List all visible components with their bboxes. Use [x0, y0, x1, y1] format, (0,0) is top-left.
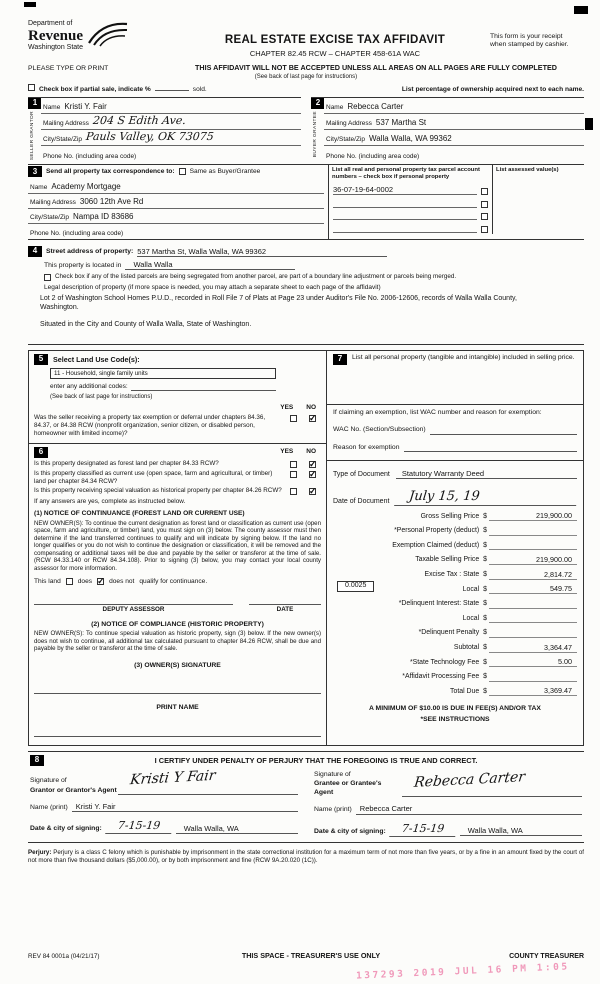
qualify-label: qualify for continuance.: [139, 577, 208, 585]
reason-label: Reason for exemption: [333, 443, 400, 451]
notice-continuance-title: (1) NOTICE OF CONTINUANCE (FOREST LAND OR CURRENT USE): [34, 510, 245, 518]
grantor-name-label: Name (print): [30, 803, 68, 811]
seller-phone-label: Phone No. (including area code): [43, 152, 137, 160]
grantee-name-value[interactable]: Rebecca Carter: [356, 804, 582, 814]
fee-label: *Affidavit Processing Fee: [402, 673, 480, 681]
land-use-header: [34, 354, 321, 365]
historic-yes-checkbox[interactable]: [290, 488, 297, 495]
land-use-see-back: (See back of last page for instructions): [50, 394, 153, 401]
exemption-no-checkbox[interactable]: [309, 415, 316, 422]
yes-label: YES: [280, 448, 294, 456]
bottom-spacer: [28, 866, 584, 952]
fee-value[interactable]: 219,900.00: [489, 555, 577, 565]
form-revision-number: REV 84 0001a (04/21/17): [28, 953, 100, 961]
grantor-name-row: [30, 802, 298, 812]
fee-row-state-technology-fee: [333, 653, 577, 668]
buyer-rail: [311, 98, 324, 162]
personal-property-checkbox[interactable]: [481, 201, 488, 208]
buyer-name-row: [324, 98, 584, 114]
correspondence-citystatezip-value[interactable]: Nampa ID 83686: [73, 211, 134, 221]
deputy-assessor-row: [34, 604, 321, 614]
reason-field[interactable]: [404, 451, 578, 452]
current-use-yes-checkbox[interactable]: [290, 471, 297, 478]
grantor-city-value[interactable]: Walla Walla, WA: [176, 824, 298, 834]
fee-row-delinquent-penalty: [333, 623, 577, 638]
parcel-row: [329, 196, 584, 209]
certification-header: [30, 755, 582, 766]
dept-of-label: Department of: [28, 20, 73, 27]
fee-row-delinquent-interest-state: [333, 594, 577, 609]
current-use-no-checkbox[interactable]: [309, 471, 316, 478]
grantor-date-label: Date & city of signing:: [30, 825, 102, 833]
buyer-address-row: [324, 114, 584, 130]
doc-type-value[interactable]: Statutory Warranty Deed: [396, 469, 577, 479]
section-5-number: 5: [34, 354, 48, 365]
print-name-line[interactable]: [34, 717, 321, 737]
section-4-number: 4: [28, 246, 42, 257]
segregated-label: Check box if any of the listed parcels are being segregated from another parcel, are part of a boundary line adjustment or parcels being merged.: [55, 273, 457, 281]
grantor-column: [30, 767, 298, 837]
fee-value[interactable]: 2,814.72: [489, 570, 577, 580]
land-use-section: [29, 351, 326, 444]
dollar-sign: $: [483, 585, 487, 593]
fee-value[interactable]: 3,369.47: [489, 686, 577, 696]
seller-rail: [28, 98, 41, 162]
buyer-address-label: Mailing Address: [326, 119, 372, 127]
owners-signature-title: (3) OWNER(S) SIGNATURE: [134, 661, 221, 669]
fee-row-subtotal: [333, 638, 577, 653]
doc-type-row: [333, 469, 577, 479]
fee-row-taxable: [333, 550, 577, 565]
buyer-citystatezip-label: City/State/Zip: [326, 135, 366, 143]
parcel-number-field[interactable]: [333, 232, 477, 233]
does-label: does: [77, 577, 93, 585]
current-use-question: Is this property classified as current use (open space, farm and agricultural, or timber) land per chapter 84.34 RCW?: [34, 469, 273, 485]
wac-row: [333, 426, 577, 434]
continuance-qualify-row: [34, 578, 321, 586]
grantee-date-value[interactable]: 7-15-19: [389, 822, 457, 837]
local-rate-box[interactable]: 0.0025: [337, 581, 374, 592]
footer-row: [28, 951, 584, 962]
deputy-assessor-label: DEPUTY ASSESSOR: [34, 604, 233, 614]
fee-row-delinquent-interest-local: [333, 609, 577, 624]
fee-value[interactable]: 549.75: [489, 584, 577, 594]
buyer-phone-row: [324, 146, 584, 162]
if-yes-note: If any answers are yes, complete as instructed below.: [34, 498, 186, 506]
dollar-sign: $: [483, 541, 487, 549]
buyer-name-label: Name: [326, 103, 344, 111]
deputy-date-label: DATE: [249, 604, 321, 614]
grantor-signature-label: Signature of Grantor or Grantor's Agent: [30, 777, 117, 794]
forest-question-row: [34, 460, 321, 468]
yes-no-header-6: [280, 448, 321, 456]
buyer-citystatezip-row: [324, 130, 584, 146]
sold-label: sold.: [192, 85, 207, 93]
assessed-value-cell[interactable]: [492, 196, 584, 209]
reason-row: [333, 444, 577, 452]
correspondence-name-label: Name: [30, 183, 48, 191]
seller-citystatezip-label: City/State/Zip: [43, 135, 83, 143]
partial-sale-percent-field[interactable]: [155, 90, 189, 91]
treasurer-use-only-label: THIS SPACE - TREASURER'S USE ONLY: [241, 951, 381, 961]
street-address-row: [28, 246, 584, 257]
classification-header: [34, 447, 321, 458]
see-back-note: (See back of last page for instructions): [254, 74, 358, 81]
seller-name-row: [41, 98, 301, 114]
seller-address-row: [41, 114, 301, 130]
located-in-row: [44, 260, 584, 270]
assessed-value-cell[interactable]: [492, 209, 584, 222]
does-not-checkbox[interactable]: [97, 578, 104, 585]
middle-columns: [28, 350, 584, 746]
partial-sale-row: [28, 84, 584, 94]
fee-label: *Delinquent Penalty: [418, 629, 480, 637]
correspondence-address-label: Mailing Address: [30, 198, 76, 206]
fee-value[interactable]: 219,900.00: [489, 511, 577, 521]
personal-property-checkbox[interactable]: [481, 213, 488, 220]
fee-row-affidavit-processing-fee: [333, 667, 577, 682]
seller-phone-row: [41, 146, 301, 162]
print-name-label: PRINT NAME: [156, 704, 199, 712]
grantee-column: [314, 770, 582, 837]
perjury-text: Perjury is a class C felony which is punishable by imprisonment in the state correctional institution for a maximum term of not more than five years, or by a fine in an amount fixed by the court of not more than five thousand dollars ($5,000.00), or by both imprisonment and fine (RCW 9A.20.020 (1C)).: [28, 849, 584, 865]
correspondence-name-row: [28, 179, 324, 194]
cashier-date-stamp: 137293 2019 JUL 16 PM 1:05: [356, 961, 571, 982]
fee-label: Exemption Claimed (deduct): [392, 541, 480, 549]
chapter-subtitle: CHAPTER 82.45 RCW – CHAPTER 458-61A WAC: [249, 49, 421, 59]
perjury-paragraph: [28, 849, 584, 865]
correspondence-phone-label: Phone No. (including area code): [30, 229, 124, 237]
partial-sale-checkbox[interactable]: [28, 84, 35, 91]
dollar-sign: $: [483, 687, 487, 695]
dollar-sign: $: [483, 673, 487, 681]
dollar-sign: $: [483, 556, 487, 564]
wac-field[interactable]: [430, 434, 577, 435]
located-in-label: This property is located in: [44, 261, 122, 269]
ownership-note: List percentage of ownership acquired next to each name.: [401, 85, 584, 93]
fee-row-gross: [333, 507, 577, 522]
form-title: REAL ESTATE EXCISE TAX AFFIDAVIT: [224, 34, 446, 46]
correspondence-citystatezip-row: [28, 209, 324, 224]
left-column: [29, 351, 327, 745]
street-address-label: Street address of property:: [46, 248, 134, 256]
owner-signature-line[interactable]: [34, 674, 321, 694]
historic-question-row: [34, 487, 321, 495]
seller-citystatezip-row: [41, 130, 301, 146]
buyer-address-value[interactable]: 537 Martha St: [375, 117, 427, 127]
forest-no-checkbox[interactable]: [309, 461, 316, 468]
no-label: NO: [306, 403, 316, 411]
property-section: [28, 240, 584, 345]
correspondence-section: [28, 164, 584, 240]
fee-row-total-due: [333, 682, 577, 697]
parcel-row: [329, 184, 584, 197]
fee-label: Subtotal: [453, 643, 480, 651]
grantee-city-value[interactable]: Walla Walla, WA: [460, 826, 582, 836]
does-not-label: does not: [109, 577, 135, 585]
personal-property-blank[interactable]: [333, 365, 577, 401]
parcel-row: [329, 209, 584, 222]
same-as-buyer-checkbox[interactable]: [179, 168, 186, 175]
legal-description-label-row: [44, 284, 584, 292]
grantee-signature-label: Signature of Grantee or Grantee's Agent: [314, 770, 382, 797]
additional-codes-label: enter any additional codes:: [50, 383, 128, 391]
notice-continuance-body: NEW OWNER(S): To continue the current designation as forest land or classification as current use (open space, farm and agriculture, or timber) land, you must sign on (3) below. The county assessor must then determine if the land transferred continues to qualify and will indicate by signing below. If the land no longer qualifies or you do not wish to continue the designation or classification, it will be removed and the compensating or additional taxes will be due and payable by the seller or transferor at the time of sale. (RCW 84.33.140 or RCW 84.34.108). Prior to signing (3) below, you may contact your local county assessor for more information.: [34, 519, 321, 572]
type-or-print-label: PLEASE TYPE OR PRINT: [28, 64, 109, 72]
notice-compliance-title: (2) NOTICE OF COMPLIANCE (HISTORIC PROPERTY): [91, 620, 264, 628]
send-correspondence-label: Send all property tax correspondence to:: [46, 167, 175, 175]
dollar-sign: $: [483, 600, 487, 608]
parcel-panel: [328, 165, 584, 239]
section-2-number: 2: [311, 98, 324, 109]
fee-label: Local: [462, 585, 480, 593]
grantor-name-value[interactable]: Kristi Y. Fair: [72, 802, 298, 812]
grantee-signature-value: Rebecca Carter: [413, 769, 526, 792]
same-as-buyer-label: Same as Buyer/Grantee: [189, 167, 261, 175]
exemption-question-row: [34, 414, 321, 438]
buyer-citystatezip-value[interactable]: Walla Walla, WA 99362: [369, 133, 452, 143]
fee-row-personal-deduct: [333, 521, 577, 536]
doc-date-label: Date of Document: [333, 497, 390, 505]
fee-value[interactable]: 3,364.47: [489, 643, 577, 653]
land-use-title: Select Land Use Code(s):: [53, 354, 140, 364]
grantor-signature-field[interactable]: [118, 767, 298, 795]
section-1-number: 1: [28, 98, 41, 109]
certification-columns: [30, 767, 582, 837]
buyer-grantee-side-label: BUYER GRANTEE: [313, 110, 318, 158]
legal-description-text[interactable]: Lot 2 of Washington School Homes P.U.D., recorded in Roll File 7 of Plats at Page 23 under Auditor's File No. 2006-12606, records of Walla Walla County, Washington.: [40, 295, 517, 312]
personal-property-header: [333, 354, 577, 365]
divider: [327, 460, 583, 461]
grantor-signature-value: Kristi Y Fair: [129, 767, 217, 789]
seller-section: [28, 97, 301, 162]
excise-section: [327, 351, 583, 745]
correspondence-left: [28, 165, 328, 239]
fee-label: Gross Selling Price: [420, 512, 480, 520]
fee-label: *Delinquent Interest: State: [398, 600, 480, 608]
dollar-sign: $: [483, 629, 487, 637]
buyer-name-value[interactable]: Rebecca Carter: [347, 101, 404, 111]
personal-property-checkbox[interactable]: [481, 226, 488, 233]
dollar-sign: $: [483, 658, 487, 666]
legal-description-label: Legal description of property (if more space is needed, you may attach a separate sheet to each page of the affidavit): [44, 284, 381, 292]
fee-value[interactable]: 5.00: [489, 657, 577, 667]
seller-grantor-side-label: SELLER GRANTOR: [30, 110, 35, 161]
section-3-number: 3: [28, 166, 42, 177]
fee-row-exemption-deduct: [333, 536, 577, 551]
county-treasurer-label: COUNTY TREASURER: [509, 953, 584, 961]
seller-name-label: Name: [43, 103, 61, 111]
revenue-swoosh-icon: [87, 20, 129, 53]
additional-codes-field[interactable]: [131, 390, 276, 391]
correspondence-citystatezip-label: City/State/Zip: [30, 213, 70, 221]
minimum-due-note: [333, 704, 577, 724]
street-address-value[interactable]: 537 Martha St, Walla Walla, WA 99362: [137, 247, 387, 257]
dor-logo: [28, 20, 180, 53]
dollar-sign: $: [483, 571, 487, 578]
dollar-sign: $: [483, 643, 487, 651]
historic-question: Is this property receiving special valuation as historical property per chapter 84.26 RCW?: [34, 487, 282, 495]
doc-date-row: [333, 489, 577, 506]
exemption-yes-checkbox[interactable]: [290, 415, 297, 422]
fee-label: *State Technology Fee: [409, 658, 480, 666]
seller-address-label: Mailing Address: [43, 119, 89, 127]
located-in-value[interactable]: Walla Walla: [125, 260, 295, 270]
seller-fields: [41, 98, 301, 162]
buyer-phone-label: Phone No. (including area code): [326, 152, 420, 160]
receipt-note: [490, 20, 584, 50]
fee-row-excise-local: [333, 580, 577, 595]
forest-question: Is this property designated as forest land per chapter 84.33 RCW?: [34, 459, 219, 467]
fee-row-excise-state: [333, 565, 577, 580]
grantee-name-row: [314, 804, 582, 814]
additional-codes-row: [50, 383, 276, 391]
registration-mark: [24, 2, 36, 7]
parcel-number-field[interactable]: [333, 219, 477, 220]
form-header: [28, 20, 584, 59]
certification-section: [28, 751, 584, 844]
does-checkbox[interactable]: [66, 578, 73, 585]
correspondence-phone-row: [28, 224, 324, 239]
correspondence-header: [28, 165, 324, 179]
segregated-checkbox[interactable]: [44, 274, 51, 281]
fee-label: Taxable Selling Price: [415, 556, 480, 564]
partial-sale-label: Check box if partial sale, indicate %: [39, 85, 151, 93]
parcel-numbers-header: List all real and personal property tax parcel account numbers – check box if personal property: [332, 166, 480, 181]
forest-yes-checkbox[interactable]: [290, 461, 297, 468]
receipt-note-line1: This form is your receipt: [490, 33, 563, 40]
buyer-fields: [324, 98, 584, 162]
not-accepted-warning: THIS AFFIDAVIT WILL NOT BE ACCEPTED UNLESS ALL AREAS ON ALL PAGES ARE FULLY COMPLETED: [195, 62, 557, 72]
certify-statement: I CERTIFY UNDER PENALTY OF PERJURY THAT THE FOREGOING IS TRUE AND CORRECT.: [154, 755, 478, 765]
grantee-date-label: Date & city of signing:: [314, 827, 386, 835]
personal-property-label: List all personal property (tangible and intangible) included in selling price.: [352, 353, 575, 361]
buyer-section: [311, 97, 584, 162]
this-land-label: This land: [34, 577, 61, 585]
see-instructions-line: *SEE INSTRUCTIONS: [420, 715, 490, 723]
assessed-values-header: List assessed value(s): [492, 165, 584, 184]
legal-description-text-2[interactable]: Situated in the City and County of Walla Walla, State of Washington.: [40, 320, 252, 328]
exemption-header: If claiming an exemption, list WAC number and reason for exemption:: [333, 408, 542, 416]
doc-type-label: Type of Document: [333, 470, 390, 478]
assessed-value-cell[interactable]: [492, 221, 584, 234]
dollar-sign: $: [483, 527, 487, 535]
registration-mark: [574, 6, 588, 14]
correspondence-address-row: [28, 194, 324, 209]
yes-no-header-5: [34, 404, 321, 412]
wac-label: WAC No. (Section/Subsection): [333, 426, 426, 434]
receipt-note-line2: when stamped by cashier.: [490, 41, 569, 49]
registration-mark: [585, 118, 593, 130]
yes-label: YES: [280, 403, 294, 411]
revenue-label: Revenue: [28, 27, 83, 44]
doc-date-value[interactable]: July 15, 19: [395, 489, 578, 506]
no-label: NO: [306, 448, 316, 456]
seller-name-value[interactable]: Kristi Y. Fair: [64, 101, 107, 111]
section-8-number: 8: [30, 755, 44, 766]
dollar-sign: $: [483, 512, 487, 520]
washington-state-label: Washington State: [28, 43, 83, 51]
exemption-question: Was the seller receiving a property tax exemption or deferral under chapters 84.36, 84.37, or 84.38 RCW (nonprofit organization, senior citizen, or disabled person, homeowner with limited income)?: [34, 414, 266, 437]
fee-label: *Personal Property (deduct): [394, 527, 480, 535]
land-use-code-value[interactable]: 11 - Household, single family units: [50, 368, 276, 380]
current-use-question-row: [34, 470, 321, 486]
historic-no-checkbox[interactable]: [309, 488, 316, 495]
segregated-row: [44, 273, 584, 281]
classification-section: [29, 444, 326, 745]
section-7-number: 7: [333, 354, 347, 365]
assessed-value-cell[interactable]: [492, 184, 584, 197]
parcel-number-field[interactable]: [333, 207, 477, 208]
dor-logo-text: [28, 20, 83, 53]
parcel-panel-headers: [329, 165, 584, 184]
parties-row: [28, 97, 584, 162]
fee-label: Total Due: [450, 687, 480, 695]
minimum-due-line: A MINIMUM OF $10.00 IS DUE IN FEE(S) AND/OR TAX: [369, 705, 541, 713]
seller-citystatezip-value[interactable]: Pauls Valley, OK 73075: [85, 130, 215, 144]
perjury-label: Perjury:: [28, 849, 52, 857]
divider: [327, 404, 583, 405]
fee-label: Local: [462, 614, 480, 622]
parcel-row: [329, 221, 584, 234]
grantee-signature-field[interactable]: [402, 769, 582, 797]
grantee-date-row: [314, 822, 582, 837]
correspondence-name-value[interactable]: Academy Mortgage: [51, 181, 121, 191]
section-6-number: 6: [34, 447, 48, 458]
grantor-date-value[interactable]: 7-15-19: [105, 819, 173, 834]
header-row-2: [28, 63, 584, 73]
grantor-date-row: [30, 819, 298, 834]
fee-label: Excise Tax : State: [424, 571, 480, 578]
correspondence-address-value[interactable]: 3060 12th Ave Rd: [79, 196, 144, 206]
dollar-sign: $: [483, 614, 487, 622]
seller-address-value[interactable]: 204 S Edith Ave.: [92, 114, 187, 128]
parcel-number-value[interactable]: 36-07-19-64-0002: [333, 185, 477, 195]
grantee-name-label: Name (print): [314, 806, 352, 814]
notice-compliance-body: NEW OWNER(S): To continue special valuation as historic property, sign (3) below. If the new owner(s) does not wish to continue, all additional tax calculated pursuant to chapter 84.26 RCW, shall be due and payable by the seller or transferor at the time of sale.: [34, 630, 321, 653]
title-block: [180, 20, 490, 59]
personal-property-checkbox[interactable]: [481, 188, 488, 195]
